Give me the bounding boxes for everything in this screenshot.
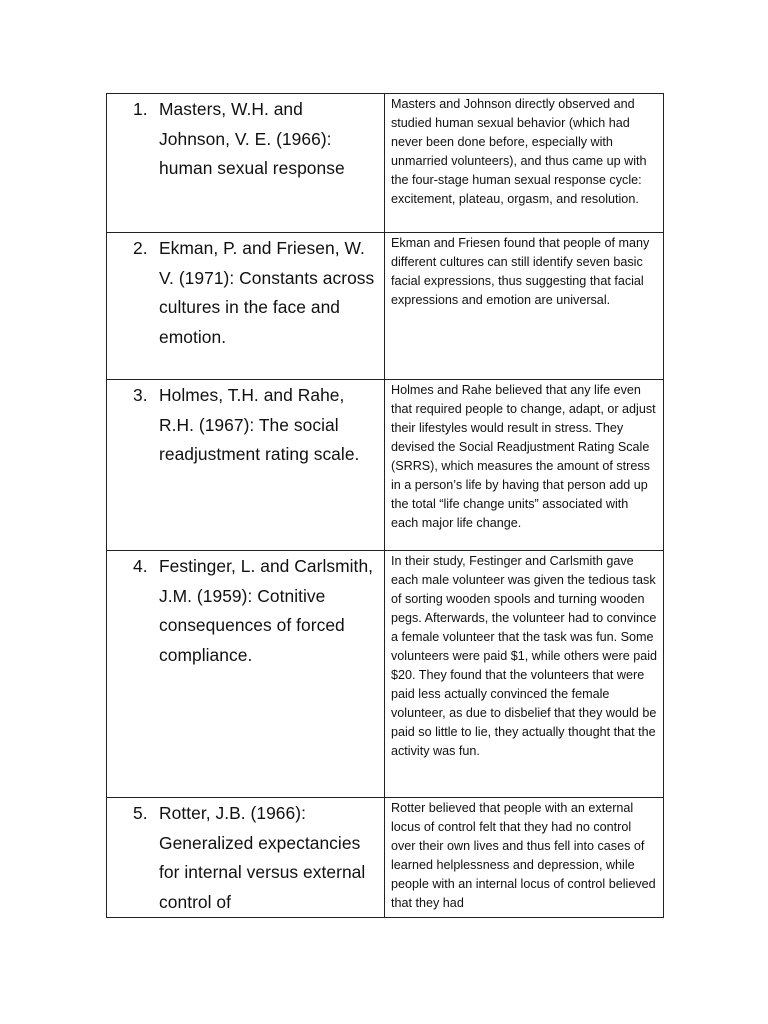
table-row xyxy=(107,551,664,798)
citation-cell xyxy=(107,798,385,918)
summary-text: Rotter believed that people with an external locus of control felt that they had no control over their own lives and thus fell into cases of learned helplessness and depression, while people with an internal locus of control believed that they had xyxy=(391,801,656,910)
summary-cell xyxy=(385,551,664,798)
table-row xyxy=(107,798,664,918)
citation-cell xyxy=(107,551,385,798)
citation xyxy=(107,380,384,470)
citation-text: Masters, W.H. and Johnson, V. E. (1966): human sexual response xyxy=(159,99,345,178)
table-row xyxy=(107,94,664,233)
summary-cell xyxy=(385,94,664,233)
citation-text: Rotter, J.B. (1966): Generalized expectancies for internal versus external control of xyxy=(159,803,366,912)
summary-cell xyxy=(385,380,664,551)
citation-cell xyxy=(107,380,385,551)
summary-text: In their study, Festinger and Carlsmith gave each male volunteer was given the tedious task of sorting wooden spools and turning wooden pegs. Afterwards, the volunteer had to convince a female volunteer that the task was fun. Some volunteers were paid $1, while others were paid $20. They found that the volunteers that were paid less actually convinced the female volunteer, as due to disbelief that they would be paid so little to lie, they actually thought that the activity was fun. xyxy=(391,554,658,758)
citation-text: Holmes, T.H. and Rahe, R.H. (1967): The social readjustment rating scale. xyxy=(159,385,360,464)
citation-cell xyxy=(107,233,385,380)
citation-number: 3. xyxy=(133,385,148,405)
summary-text: Ekman and Friesen found that people of many different cultures can still identify seven basic facial expressions, thus suggesting that facial expressions and emotion are universal. xyxy=(391,236,650,307)
citation-number: 1. xyxy=(133,99,148,119)
summary-cell xyxy=(385,798,664,918)
citation-text: Ekman, P. and Friesen, W. V. (1971): Constants across cultures in the face and emotion. xyxy=(159,238,375,347)
citation-text: Festinger, L. and Carlsmith, J.M. (1959): Cotnitive consequences of forced compliance. xyxy=(159,556,374,665)
table-row xyxy=(107,233,664,380)
table-row xyxy=(107,380,664,551)
summary-text: Holmes and Rahe believed that any life even that required people to change, adapt, or adjust their lifestyles would result in stress. They devised the Social Readjustment Rating Scale (SRRS), which measures the amount of stress in a person’s life by having that person add up the total “life change units” associated with each major life change. xyxy=(391,383,656,530)
summary-cell xyxy=(385,233,664,380)
citation xyxy=(107,798,384,917)
citation-number: 5. xyxy=(133,803,148,823)
citation-cell xyxy=(107,94,385,233)
citation-number: 2. xyxy=(133,238,148,258)
summary-text: Masters and Johnson directly observed and studied human sexual behavior (which had never been done before, especially with unmarried volunteers), and thus came up with the four-stage human sexual response cycle: excitement, plateau, orgasm, and resolution. xyxy=(391,97,647,206)
citation xyxy=(107,551,384,670)
citation xyxy=(107,233,384,352)
citation xyxy=(107,94,384,184)
citation-number: 4. xyxy=(133,556,148,576)
reference-table xyxy=(106,93,664,918)
